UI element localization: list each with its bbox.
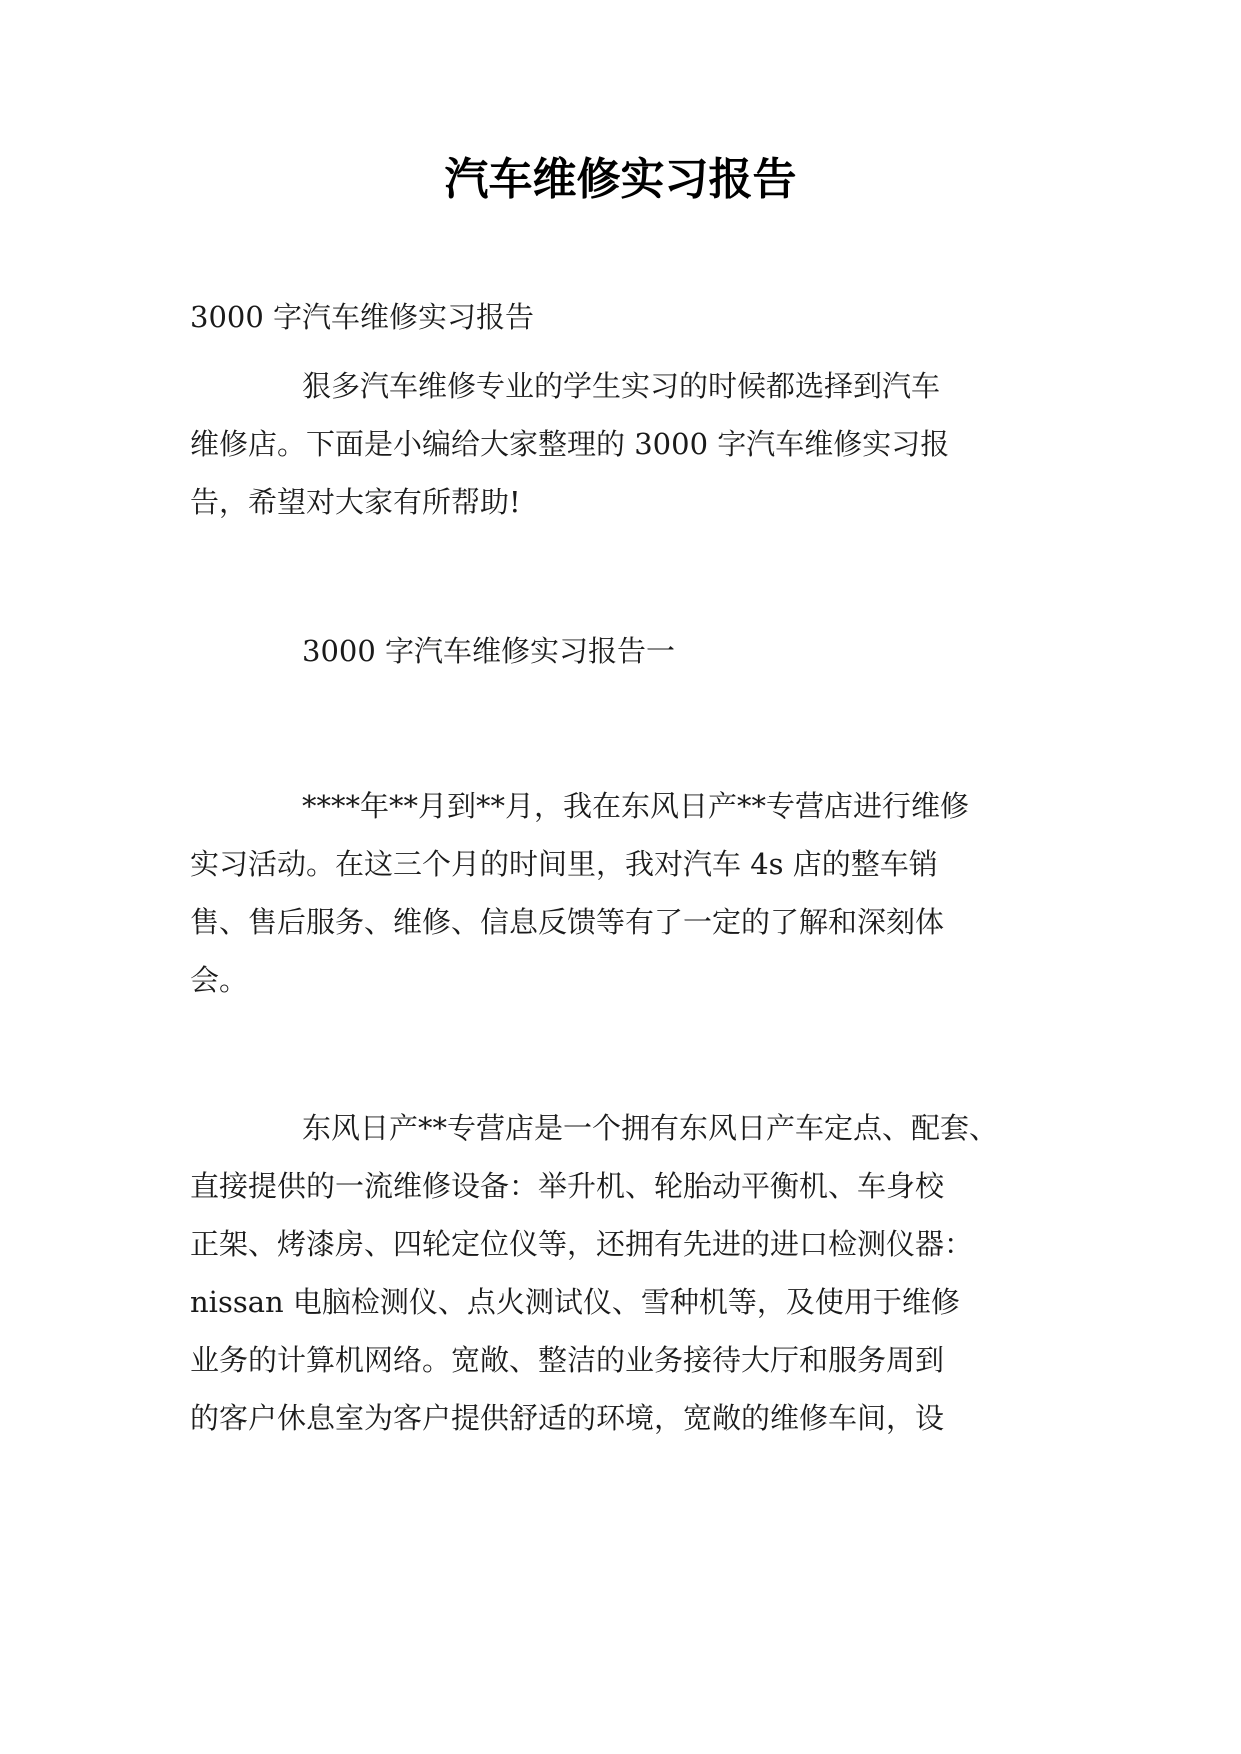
paragraph-line: 售、售后服务、维修、信息反馈等有了一定的了解和深刻体: [190, 905, 945, 939]
paragraph-line: 实习活动。在这三个月的时间里，我对汽车 4s 店的整车销: [190, 847, 938, 881]
paragraph-line: nissan 电脑检测仪、点火测试仪、雪种机等，及使用于维修: [190, 1285, 960, 1319]
intro-line: 告，希望对大家有所帮助!: [190, 485, 521, 519]
section-heading: 3000 字汽车维修实习报告一: [302, 634, 676, 668]
paragraph-line: 东风日产**专营店是一个拥有东风日产车定点、配套、: [302, 1111, 999, 1145]
document-subtitle: 3000 字汽车维修实习报告: [190, 300, 535, 334]
paragraph-line: 会。: [190, 963, 249, 997]
paragraph-line: ****年**月到**月，我在东风日产**专营店进行维修: [302, 789, 970, 823]
paragraph-line: 的客户休息室为客户提供舒适的环境，宽敞的维修车间，设: [190, 1401, 945, 1435]
paragraph-line: 正架、烤漆房、四轮定位仪等，还拥有先进的进口检测仪器：: [190, 1227, 974, 1261]
paragraph-line: 业务的计算机网络。宽敞、整洁的业务接待大厅和服务周到: [190, 1343, 945, 1377]
document-title: 汽车维修实习报告: [444, 154, 797, 205]
intro-line: 维修店。下面是小编给大家整理的 3000 字汽车维修实习报: [190, 427, 950, 461]
paragraph-line: 直接提供的一流维修设备：举升机、轮胎动平衡机、车身校: [190, 1169, 945, 1203]
intro-line: 狠多汽车维修专业的学生实习的时候都选择到汽车: [302, 369, 941, 403]
